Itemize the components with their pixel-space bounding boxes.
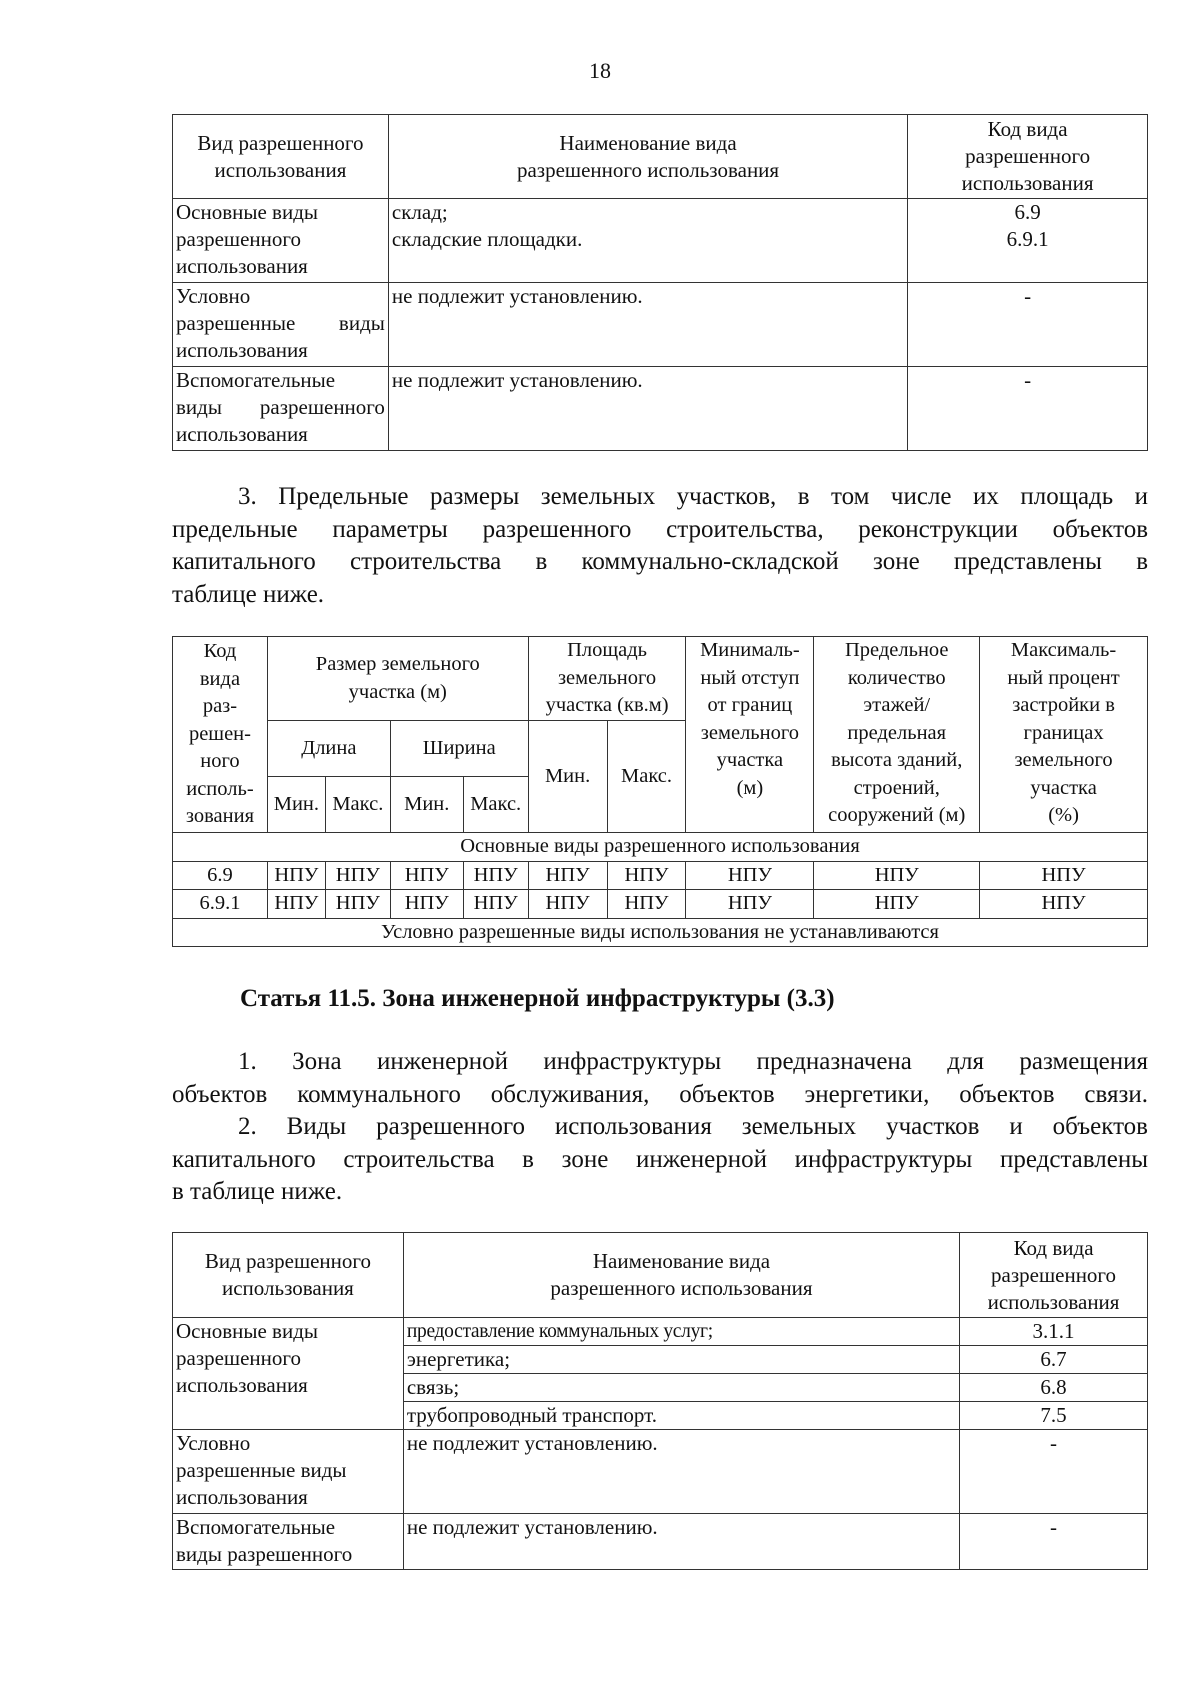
paragraph-2: 2. Виды разрешенного использования земельных участков и объектов капитального строительства в зоне инженерной инфраструктуры представлены в таблице ниже. xyxy=(172,1113,1148,1205)
table-row xyxy=(173,283,1148,367)
section-3-paragraph: 3. Предельные размеры земельных участков, в том числе их площадь и предельные параметры разрешенного строительства, реконструкции объектов капитального строительства в коммунально-складской зоне представлены в таблице ниже. xyxy=(172,483,1148,608)
header-width-max: Макс. xyxy=(463,777,528,833)
header-use-code: Код вида разрешенного использования xyxy=(908,115,1148,199)
cell-use-name: предоставление коммунальных услуг; xyxy=(403,1318,959,1346)
cell-value: НПУ xyxy=(607,890,686,919)
cell-value: НПУ xyxy=(528,890,607,919)
cell-use-names: не подлежит установлению. xyxy=(388,367,907,451)
cell-use-type: Условно разрешенные виды использования xyxy=(173,1430,404,1514)
cell-use-type: Основные виды разрешенного использования xyxy=(173,1318,404,1430)
section-main-uses: Основные виды разрешенного использования xyxy=(173,833,1148,862)
cell-use-codes: - xyxy=(908,367,1148,451)
cell-use-name: энергетика; xyxy=(403,1346,959,1374)
header-length-min: Мин. xyxy=(267,777,325,833)
header-min-offset: Минималь- ный отступ от границ земельного участка (м) xyxy=(686,637,814,833)
header-area-min: Мин. xyxy=(528,721,607,833)
table-row xyxy=(173,890,1148,919)
cell-code: 6.9 xyxy=(173,861,268,890)
header-use-code: Код вида разрешенного использования xyxy=(960,1233,1148,1318)
cell-use-names: склад; складские площадки. xyxy=(388,199,907,283)
header-width-min: Мин. xyxy=(390,777,463,833)
cell-value: НПУ xyxy=(814,861,980,890)
cell-use-name: трубопроводный транспорт. xyxy=(403,1402,959,1430)
header-plot-size: Размер земельного участка (м) xyxy=(267,637,528,721)
permitted-use-table-infrastructure xyxy=(172,1232,1148,1570)
cell-code: 6.9.1 xyxy=(173,890,268,919)
table-row xyxy=(173,1430,1148,1514)
cell-use-codes: - xyxy=(908,283,1148,367)
cell-value: НПУ xyxy=(325,890,390,919)
cell-use-type: Вспомогательные виды разрешенного xyxy=(173,1514,404,1570)
header-code: Код вида раз- решен- ного исполь- зования xyxy=(173,637,268,833)
page-number: 18 xyxy=(589,58,611,83)
header-plot-area: Площадь земельного участка (кв.м) xyxy=(528,637,686,721)
table-row xyxy=(173,1514,1148,1570)
cell-value: НПУ xyxy=(980,861,1148,890)
header-max-percent: Максималь- ный процент застройки в границах земельного участка (%) xyxy=(980,637,1148,833)
cell-value: НПУ xyxy=(607,861,686,890)
cell-value: НПУ xyxy=(267,890,325,919)
header-use-type: Вид разрешенного использования xyxy=(173,1233,404,1318)
cell-value: НПУ xyxy=(463,861,528,890)
cell-use-code: - xyxy=(960,1430,1148,1514)
header-use-name: Наименование вида разрешенного использования xyxy=(388,115,907,199)
paragraph-1: 1. Зона инженерной инфраструктуры предназначена для размещения объектов коммунального обслуживания, объектов энергетики, объектов связи. xyxy=(172,1048,1148,1108)
cell-value: НПУ xyxy=(686,890,814,919)
cell-use-type: Основные виды разрешенного использования xyxy=(173,199,389,283)
cell-value: НПУ xyxy=(390,890,463,919)
cell-value: НПУ xyxy=(528,861,607,890)
header-width: Ширина xyxy=(390,721,528,777)
article-heading: Статья 11.5. Зона инженерной инфраструктуры (3.3) xyxy=(240,985,835,1012)
table-row xyxy=(173,367,1148,451)
cell-use-name: связь; xyxy=(403,1374,959,1402)
cell-use-name: не подлежит установлению. xyxy=(403,1430,959,1514)
cell-use-code: 3.1.1 xyxy=(960,1318,1148,1346)
table-row xyxy=(173,861,1148,890)
cell-use-code: 6.8 xyxy=(960,1374,1148,1402)
header-area-max: Макс. xyxy=(607,721,686,833)
land-parameters-table xyxy=(172,636,1148,947)
table-row xyxy=(173,199,1148,283)
cell-use-names: не подлежит установлению. xyxy=(388,283,907,367)
header-use-type: Вид разрешенного использования xyxy=(173,115,389,199)
cell-use-type: Условно разрешенные виды использования xyxy=(173,283,389,367)
cell-value: НПУ xyxy=(267,861,325,890)
cell-value: НПУ xyxy=(980,890,1148,919)
cell-value: НПУ xyxy=(814,890,980,919)
header-floors: Предельное количество этажей/ предельная высота зданий, строений, сооружений (м) xyxy=(814,637,980,833)
cell-value: НПУ xyxy=(686,861,814,890)
table-footer-note: Условно разрешенные виды использования не устанавливаются xyxy=(173,918,1148,947)
cell-value: НПУ xyxy=(390,861,463,890)
cell-use-code: 7.5 xyxy=(960,1402,1148,1430)
header-use-name: Наименование вида разрешенного использования xyxy=(403,1233,959,1318)
cell-use-codes: 6.9 6.9.1 xyxy=(908,199,1148,283)
cell-value: НПУ xyxy=(325,861,390,890)
table-row xyxy=(173,1318,1148,1346)
cell-use-code: - xyxy=(960,1514,1148,1570)
cell-use-code: 6.7 xyxy=(960,1346,1148,1374)
cell-use-name: не подлежит установлению. xyxy=(403,1514,959,1570)
permitted-use-table-warehouse xyxy=(172,114,1148,451)
header-length: Длина xyxy=(267,721,390,777)
cell-value: НПУ xyxy=(463,890,528,919)
cell-use-type: Вспомогательные виды разрешенного использования xyxy=(173,367,389,451)
header-length-max: Макс. xyxy=(325,777,390,833)
